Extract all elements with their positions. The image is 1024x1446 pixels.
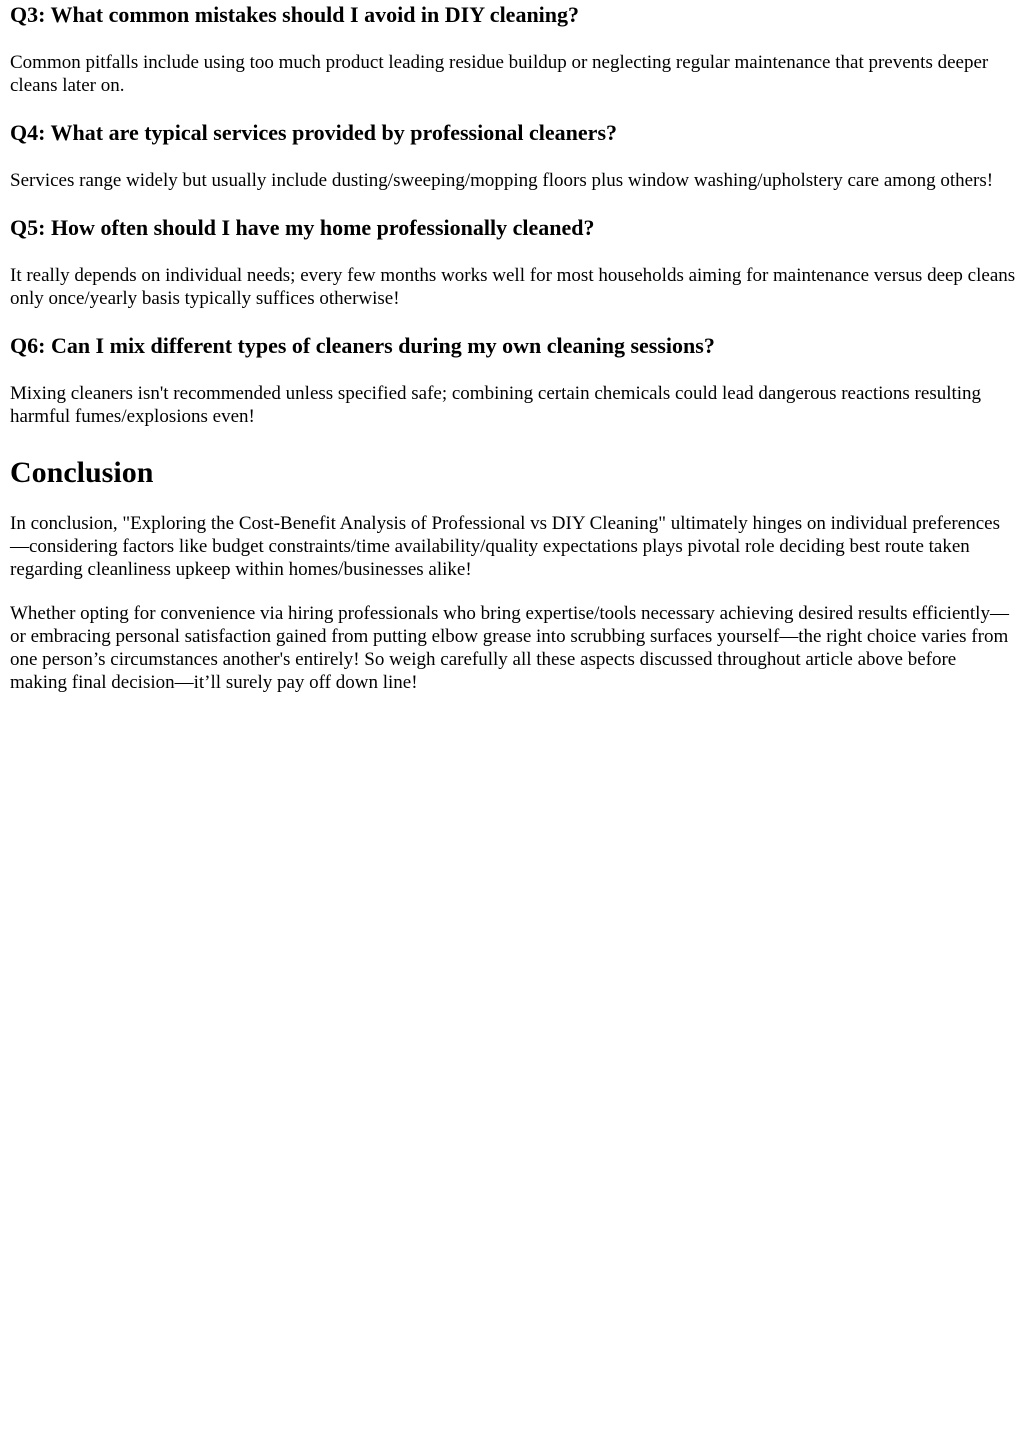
faq-question-4: Q4: What are typical services provided by professional cleaners? <box>10 120 618 145</box>
faq-section <box>10 0 1016 428</box>
conclusion-section <box>10 456 1016 694</box>
faq-answer-4: Services range widely but usually include dusting/sweeping/mopping floors plus window washing/upholstery care among others! <box>10 170 994 191</box>
faq-answer-6: Mixing cleaners isn't recommended unless specified safe; combining certain chemicals could lead dangerous reactions resulting harmful fumes/explosions even! <box>10 383 982 427</box>
faq-answer-3: Common pitfalls include using too much product leading residue buildup or neglecting regular maintenance that prevents deeper cleans later on. <box>10 52 989 96</box>
faq-question-6: Q6: Can I mix different types of cleaners during my own cleaning sessions? <box>10 333 715 358</box>
article-body <box>0 0 1024 694</box>
faq-question-3: Q3: What common mistakes should I avoid in DIY cleaning? <box>10 2 580 27</box>
conclusion-paragraph-2: Whether opting for convenience via hiring professionals who bring expertise/tools necessary achieving desired results efficiently—or embracing personal satisfaction gained from putting elbow grease into scrubbing surfaces yourself—the right choice varies from one person’s circumstances another's entirely! So weigh carefully all these aspects discussed throughout article above before making final decision—it’ll surely pay off down line! <box>10 603 1009 693</box>
faq-answer-5: It really depends on individual needs; every few months works well for most households aiming for maintenance versus deep cleans only once/yearly basis typically suffices otherwise! <box>10 265 1016 309</box>
conclusion-paragraph-1: In conclusion, "Exploring the Cost-Benefit Analysis of Professional vs DIY Cleaning" ultimately hinges on individual preferences—considering factors like budget constraints/time availability/quality expectations plays pivotal role deciding best route taken regarding cleanliness upkeep within homes/businesses alike! <box>10 513 1000 580</box>
conclusion-heading: Conclusion <box>10 456 154 489</box>
faq-question-5: Q5: How often should I have my home professionally cleaned? <box>10 215 595 240</box>
